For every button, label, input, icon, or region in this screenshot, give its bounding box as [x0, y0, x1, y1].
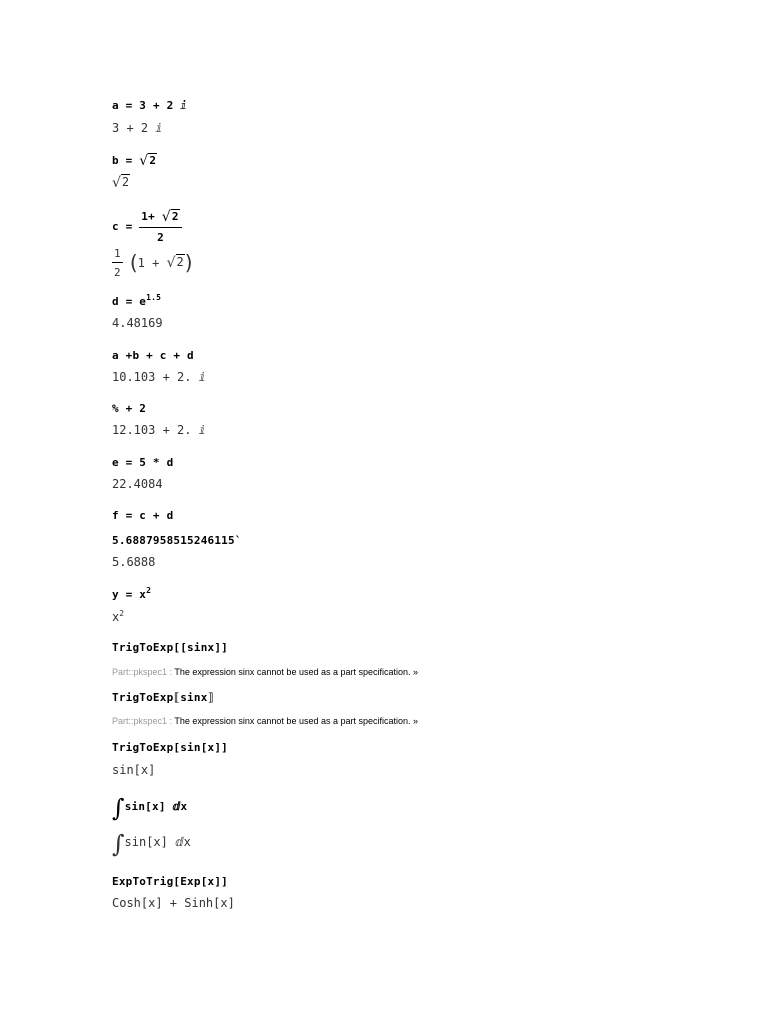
output-sin: sin[x] [112, 763, 156, 777]
fraction [112, 247, 123, 279]
sum-text: 1 + [137, 256, 167, 270]
exponent: 1.5 [146, 293, 162, 302]
sqrt-argument: 2 [149, 154, 157, 167]
input-integral[interactable] [112, 794, 187, 822]
message-part-pkspec1 [112, 667, 418, 677]
message-tag: Part::pkspec1 : [112, 716, 175, 726]
fraction-numerator [139, 209, 181, 228]
radical-icon: √ [166, 255, 176, 271]
input-rhs: 3 + 2 ⅈ [139, 99, 188, 112]
input-lhs: b = [112, 154, 140, 167]
input-y-definition[interactable] [112, 588, 151, 601]
input-f-definition[interactable]: f = c + d [112, 509, 174, 522]
numerator-text: 1+ [141, 210, 162, 223]
message-part-pkspec1 [112, 716, 418, 726]
input-trigtoexp-double-bracket[interactable]: TrigToExp[[sinx]] [112, 641, 228, 654]
integral-icon: ∫ [112, 830, 125, 858]
output-sum: 10.103 + 2. ⅈ [112, 370, 206, 384]
output-integral [112, 830, 191, 858]
message-text[interactable]: The expression sinx cannot be used as a part specification. » [174, 667, 419, 677]
input-number[interactable]: 5.6887958515246115` [112, 534, 242, 547]
integrand: sin[x] ⅆx [124, 835, 191, 849]
input-e-definition[interactable]: e = 5 * d [112, 456, 174, 469]
radical-icon: √ [161, 209, 171, 225]
exponent: 2 [146, 586, 152, 595]
input-lhs: a = [112, 99, 140, 112]
radical-icon: √ [112, 175, 121, 191]
input-exptotrig[interactable]: ExpToTrig[Exp[x]] [112, 875, 228, 888]
input-trigtoexp-part-bracket[interactable]: TrigToExp⟦sinx⟧ [112, 691, 215, 704]
output-percent-plus-two: 12.103 + 2. ⅈ [112, 423, 206, 437]
input-b-definition[interactable] [112, 153, 157, 169]
input-text: d = e [112, 295, 147, 308]
sqrt-expression [162, 209, 180, 225]
integral-icon: ∫ [112, 794, 125, 822]
sqrt-expression [112, 175, 130, 191]
message-text[interactable]: The expression sinx cannot be used as a part specification. » [174, 716, 419, 726]
fraction-numerator: 1 [112, 247, 123, 263]
input-c-definition[interactable] [112, 209, 182, 244]
fraction-denominator: 2 [157, 231, 164, 244]
sqrt-expression [139, 153, 157, 169]
sqrt-argument: 2 [171, 210, 179, 223]
output-c [112, 247, 193, 279]
output-y [112, 610, 124, 624]
output-exptotrig: Cosh[x] + Sinh[x] [112, 896, 235, 910]
output-a: 3 + 2 ⅈ [112, 121, 163, 135]
input-sum[interactable]: a +b + c + d [112, 349, 194, 362]
open-paren-icon: ( [129, 250, 138, 275]
base: x [112, 610, 120, 624]
radical-icon: √ [139, 153, 149, 169]
output-b [112, 175, 130, 191]
close-paren-icon: ) [184, 250, 193, 275]
input-lhs: c = [112, 220, 140, 233]
input-text: y = x [112, 588, 147, 601]
input-percent-plus-two[interactable]: % + 2 [112, 402, 147, 415]
output-e: 22.4084 [112, 477, 163, 491]
message-tag: Part::pkspec1 : [112, 667, 175, 677]
sqrt-argument: 2 [121, 175, 130, 189]
sqrt-argument: 2 [176, 255, 184, 269]
integrand: sin[x] ⅆx [124, 800, 188, 813]
input-d-definition[interactable] [112, 295, 161, 308]
fraction-denominator: 2 [114, 266, 121, 279]
exponent: 2 [119, 609, 125, 618]
input-trigtoexp-sin[interactable]: TrigToExp[sin[x]] [112, 741, 228, 754]
input-a-definition[interactable] [112, 99, 187, 112]
output-number: 5.6888 [112, 555, 156, 569]
fraction [139, 209, 181, 244]
sqrt-expression [167, 255, 185, 271]
output-d: 4.48169 [112, 316, 163, 330]
